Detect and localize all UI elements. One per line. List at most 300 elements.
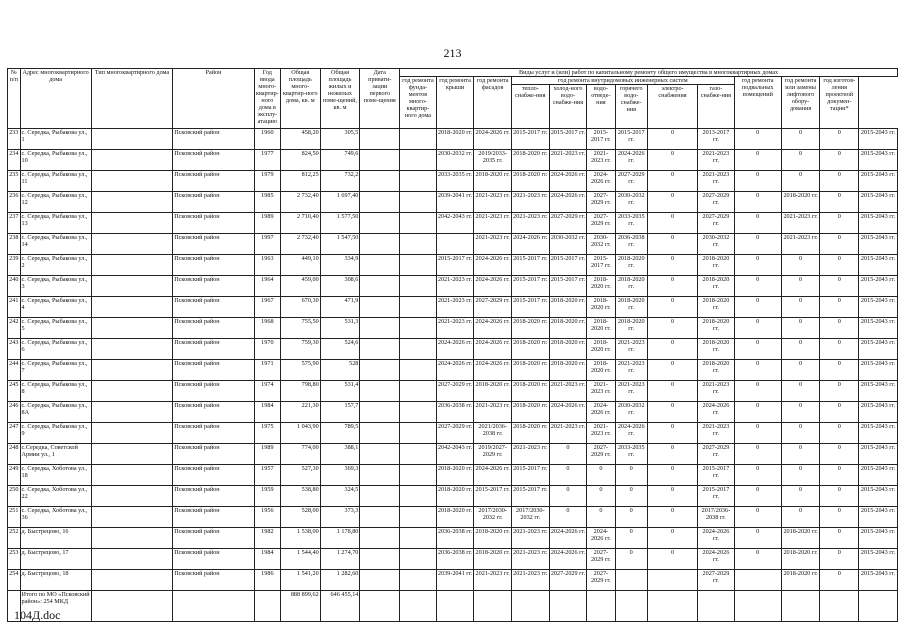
facade-cell: 2015-2017 гг. (512, 129, 550, 150)
page-number: 213 (443, 46, 462, 60)
living-area-cell: 1 577,50 (320, 213, 360, 234)
living-area-cell: 305,5 (320, 129, 360, 150)
sewer-cell: 0 (615, 486, 647, 507)
roof-cell: 2019/2033-2035 гг. (474, 150, 512, 171)
type-cell (91, 339, 173, 360)
sewer-cell: 2021-2023 гг. (615, 339, 647, 360)
total-area-cell: 670,30 (280, 297, 320, 318)
address-cell: с. Середка, Хоботова ул., 18 (20, 465, 91, 486)
address-cell: с. Середка, Рыбакова ул., 9 (20, 423, 91, 444)
address-cell: д. Быстрецово, 17 (20, 549, 91, 570)
district-cell: Псковский район (173, 528, 255, 549)
row-number: 239 (8, 255, 21, 276)
row-number: 254 (8, 570, 21, 591)
cold-water-cell: 2021-2023 гг. (587, 150, 615, 171)
sewer-cell: 0 (615, 507, 647, 528)
address-cell: с. Середка, Рыбакова ул., 6 (20, 339, 91, 360)
roof-cell: 2024-2026 гг. (474, 339, 512, 360)
district-cell: Псковский район (173, 255, 255, 276)
project-cell: 2015-2043 гг. (859, 549, 898, 570)
foundation-cell: 2027-2029 гг. (436, 381, 474, 402)
table-body (8, 129, 898, 591)
hot-water-cell: 0 (647, 528, 697, 549)
cold-water-cell: 0 (587, 507, 615, 528)
table-row (8, 507, 898, 528)
privatization-cell (360, 423, 400, 444)
heat-cell: 2021-2023 гг. (549, 150, 587, 171)
lift-cell: 0 (820, 549, 859, 570)
roof-cell: 2024-2026 гг. (474, 465, 512, 486)
basement-cell: 0 (781, 486, 820, 507)
lift-cell: 0 (820, 360, 859, 381)
gas-cell: 0 (734, 318, 781, 339)
heat-cell: 2024-2026 гг. (549, 402, 587, 423)
facade-cell: 2021-2023 гг. (512, 213, 550, 234)
hot-water-cell: 0 (647, 507, 697, 528)
project-cell: 2015-2043 гг. (859, 297, 898, 318)
hot-water-cell: 0 (647, 402, 697, 423)
cold-water-cell: 0 (587, 465, 615, 486)
sewer-cell: 2015-2017 гг. (615, 129, 647, 150)
electric-cell: 2013-2017 гг. (698, 129, 735, 150)
gas-cell: 0 (734, 234, 781, 255)
privatization-cell (360, 444, 400, 465)
type-cell (91, 360, 173, 381)
privatization-cell (360, 129, 400, 150)
cold-water-cell: 2018-2020 гг. (587, 318, 615, 339)
table-row (8, 150, 898, 171)
hot-water-cell: 0 (647, 234, 697, 255)
foundation-cell: 2039-2041 гг. (436, 192, 474, 213)
row-number: 234 (8, 150, 21, 171)
district-cell: Псковский район (173, 360, 255, 381)
year-cell: 1971 (254, 360, 280, 381)
type-cell (91, 402, 173, 423)
row-number: 240 (8, 276, 21, 297)
privatization-cell (360, 339, 400, 360)
header-facade: год ремонта фасадов (474, 77, 512, 129)
basement-cell: 0 (781, 276, 820, 297)
address-cell: с. Середка, Рыбакова ул., 7 (20, 360, 91, 381)
project-cell: 2015-2043 гг. (859, 234, 898, 255)
facade-cell: 2015-2017 гг. (512, 465, 550, 486)
electric-cell: 2021-2023 гг. (698, 381, 735, 402)
table-row (8, 549, 898, 570)
privatization-cell (360, 486, 400, 507)
total-area-cell: 528,00 (280, 507, 320, 528)
living-area-cell: 732,2 (320, 171, 360, 192)
year-cell: 1989 (254, 444, 280, 465)
address-cell: с. Середка, Хоботова ул., 22 (20, 486, 91, 507)
heat-cell: 0 (549, 465, 587, 486)
heat-cell: 2021-2023 гг. (549, 423, 587, 444)
living-area-cell: 528 (320, 360, 360, 381)
gas-cell: 0 (734, 150, 781, 171)
total-row (8, 591, 898, 622)
basement-cell: 0 (781, 402, 820, 423)
roof-cell: 2021-2023 гг. (474, 570, 512, 591)
foundation-cell: 2015-2017 гг. (436, 255, 474, 276)
lift-cell: 0 (820, 129, 859, 150)
lift-cell: 0 (820, 297, 859, 318)
address-cell: с. Середка, Рыбакова ул., 8А (20, 402, 91, 423)
sewer-cell: 2036-2038 гг. (615, 234, 647, 255)
total-area-cell: 221,30 (280, 402, 320, 423)
type-cell (91, 570, 173, 591)
header-num: № п/п (8, 69, 21, 129)
gas-cell: 0 (734, 297, 781, 318)
privatization-cell (360, 528, 400, 549)
district-cell: Псковский район (173, 507, 255, 528)
foundation-cell: 2018-2020 гг. (436, 465, 474, 486)
hot-water-cell: 0 (647, 297, 697, 318)
foundation-cell: 2021-2023 гг. (436, 276, 474, 297)
privatization-cell (360, 318, 400, 339)
row-number: 252 (8, 528, 21, 549)
table-row (8, 339, 898, 360)
type-cell (91, 171, 173, 192)
privatization-cell (360, 570, 400, 591)
header-engineering: год ремонта внутридомовых инженерных систем (512, 77, 735, 85)
address-cell: с. Середка, Рыбакова ул., 12 (20, 192, 91, 213)
basement-cell: 0 (781, 444, 820, 465)
privatization-cell (360, 465, 400, 486)
lift-cell: 0 (820, 171, 859, 192)
foundation-cell: 2042-2043 гг. (436, 213, 474, 234)
total-area-cell: 2 732,40 (280, 192, 320, 213)
total-area-cell: 774,00 (280, 444, 320, 465)
heat-cell: 2027-2029 гг. (549, 570, 587, 591)
type-cell (91, 318, 173, 339)
lift-cell: 0 (820, 423, 859, 444)
hot-water-cell: 0 (647, 150, 697, 171)
address-cell: с.Середка, Советской Армии ул., 1 (20, 444, 91, 465)
cold-water-cell: 2027-2029 гг. (587, 192, 615, 213)
sewer-cell: 2024-2026 гг. (615, 423, 647, 444)
cold-water-cell: 2024-2026 гг. (587, 528, 615, 549)
district-cell: Псковский район (173, 423, 255, 444)
district-cell: Псковский район (173, 570, 255, 591)
cold-water-cell: 2027-2029 гг. (587, 570, 615, 591)
type-cell (91, 549, 173, 570)
total-area-sum: 888 899,62 (280, 591, 320, 622)
gas-cell: 0 (734, 444, 781, 465)
header-lift: год ремонта или замены лифтового обору-дования (781, 77, 820, 129)
facade-cell: 2015-2017 гг. (512, 486, 550, 507)
row-number: 248 (8, 444, 21, 465)
row-number: 249 (8, 465, 21, 486)
type-cell (91, 276, 173, 297)
basement-cell: 0 (781, 129, 820, 150)
heat-cell: 2024-2026 гг. (549, 528, 587, 549)
heat-cell: 2030-2032 гг. (549, 234, 587, 255)
roof-cell: 2021-2023 гг. (474, 213, 512, 234)
roof-cell: 2018-2020 гг. (474, 381, 512, 402)
heat-cell: 2018-2020 гг. (549, 360, 587, 381)
year-cell: 1964 (254, 276, 280, 297)
lift-cell: 0 (820, 213, 859, 234)
living-area-cell: 157,7 (320, 402, 360, 423)
row-number: 238 (8, 234, 21, 255)
header-foundation: год ремонта фунда-ментов много-квартир-ного дома (400, 77, 437, 129)
electric-cell: 2024-2026 гг. (698, 549, 735, 570)
header-basement: год ремонта подвальных помещений (734, 77, 781, 129)
facade-cell: 2021-2023 гг. (512, 528, 550, 549)
type-cell (91, 465, 173, 486)
heat-cell: 2018-2020 гг. (549, 318, 587, 339)
total-area-cell: 449,10 (280, 255, 320, 276)
total-area-cell: 538,80 (280, 486, 320, 507)
row-number: 246 (8, 402, 21, 423)
facade-cell: 2018-2020 гг. (512, 318, 550, 339)
row-number: 251 (8, 507, 21, 528)
hot-water-cell: 0 (647, 549, 697, 570)
facade-cell: 2018-2020 гг. (512, 402, 550, 423)
table-row (8, 570, 898, 591)
facade-cell: 2018-2020 гг. (512, 150, 550, 171)
cold-water-cell: 2018-2020 гг. (587, 360, 615, 381)
table-row (8, 360, 898, 381)
gas-cell: 0 (734, 255, 781, 276)
document-filename: 104Д.doc (14, 608, 61, 622)
sewer-cell: 2021-2023 гг. (615, 360, 647, 381)
project-cell: 2015-2043 гг. (859, 528, 898, 549)
electric-cell: 2017/2036-2038 гг. (698, 507, 735, 528)
type-cell (91, 192, 173, 213)
year-cell: 1970 (254, 339, 280, 360)
district-cell: Псковский район (173, 171, 255, 192)
cold-water-cell: 2024-2026 гг. (587, 402, 615, 423)
basement-cell: 2018-2020 гг. (781, 570, 820, 591)
header-project: год изготов-ления проектной докумен-тации* (820, 77, 859, 129)
header-privatization: Дата привати-зации первого поме-щения (360, 69, 400, 129)
district-cell: Псковский район (173, 213, 255, 234)
electric-cell: 2024-2026 гг. (698, 528, 735, 549)
hot-water-cell: 0 (647, 339, 697, 360)
electric-cell: 2018-2020 гг. (698, 255, 735, 276)
address-cell: с. Середка, Рыбакова ул., 5 (20, 318, 91, 339)
total-area-cell: 824,50 (280, 150, 320, 171)
privatization-cell (360, 213, 400, 234)
table-row (8, 318, 898, 339)
row-number: 244 (8, 360, 21, 381)
living-area-cell: 531,4 (320, 381, 360, 402)
total-area-cell: 2 732,40 (280, 234, 320, 255)
header-cold-water: холод-ного водо-снабже-ния (549, 85, 587, 129)
facade-cell: 2018-2020 гг. (512, 339, 550, 360)
gas-cell: 0 (734, 549, 781, 570)
gas-cell: 0 (734, 213, 781, 234)
cold-water-cell: 2021-2023 гг. (587, 381, 615, 402)
row-number: 233 (8, 129, 21, 150)
row-number: 236 (8, 192, 21, 213)
cold-water-cell: 0 (587, 486, 615, 507)
foundation-cell: 2027-2029 гг. (436, 423, 474, 444)
gas-cell: 0 (734, 507, 781, 528)
project-cell: 2015-2043 гг. (859, 402, 898, 423)
sewer-cell: 2030-2032 гг. (615, 402, 647, 423)
address-cell: с. Середка, Рыбакова ул., 2 (20, 255, 91, 276)
type-cell (91, 507, 173, 528)
electric-cell: 2018-2020 гг. (698, 297, 735, 318)
project-cell: 2015-2043 гг. (859, 465, 898, 486)
address-cell: с. Середка, Рыбакова ул., 10 (20, 150, 91, 171)
project-cell: 2015-2043 гг. (859, 486, 898, 507)
roof-cell: 2024-2026 гг. (474, 318, 512, 339)
year-cell: 1984 (254, 549, 280, 570)
living-area-cell: 334,9 (320, 255, 360, 276)
lift-cell: 0 (820, 318, 859, 339)
basement-cell: 0 (781, 465, 820, 486)
cold-water-cell: 2027-2029 гг. (587, 213, 615, 234)
cold-water-cell: 2027-2029 гг. (587, 549, 615, 570)
hot-water-cell (647, 570, 697, 591)
lift-cell: 0 (820, 444, 859, 465)
table-row (8, 402, 898, 423)
foundation-cell: 2030-2032 гг. (436, 150, 474, 171)
year-cell: 1957 (254, 465, 280, 486)
header-electric: электро-снабжения (647, 85, 697, 129)
cold-water-cell: 2027-2029 гг. (587, 444, 615, 465)
electric-cell: 2024-2026 гг. (698, 402, 735, 423)
facade-cell: 2018-2020 гг. (512, 360, 550, 381)
table-row (8, 381, 898, 402)
facade-cell: 2018-2020 гг. (512, 171, 550, 192)
cold-water-cell: 2018-2020 гг. (587, 339, 615, 360)
district-cell: Псковский район (173, 234, 255, 255)
electric-cell: 2027-2029 гг. (698, 444, 735, 465)
table-row (8, 213, 898, 234)
roof-cell: 2018-2020 гг. (474, 171, 512, 192)
lift-cell: 0 (820, 528, 859, 549)
row-number: 243 (8, 339, 21, 360)
sewer-cell: 2018-2020 гг. (615, 276, 647, 297)
cold-water-cell: 2015-2017 гг. (587, 255, 615, 276)
row-number: 253 (8, 549, 21, 570)
foundation-cell: 2021-2023 гг. (436, 297, 474, 318)
type-cell (91, 129, 173, 150)
hot-water-cell: 0 (647, 192, 697, 213)
type-cell (91, 423, 173, 444)
heat-cell: 2015-2017 гг. (549, 255, 587, 276)
header-district: Район (173, 69, 255, 129)
type-cell (91, 528, 173, 549)
total-area-cell: 1 538,00 (280, 528, 320, 549)
year-cell: 1989 (254, 213, 280, 234)
row-number: 235 (8, 171, 21, 192)
header-sewer: водо-отведе-ния (587, 85, 615, 129)
roof-cell: 2021/2036-2038 гг. (474, 423, 512, 444)
project-cell: 2015-2043 гг. (859, 318, 898, 339)
gas-cell: 0 (734, 129, 781, 150)
type-cell (91, 297, 173, 318)
electric-cell: 2021-2023 гг. (698, 150, 735, 171)
address-cell: д. Быстрецово, 16 (20, 528, 91, 549)
roof-cell: 2024-2026 гг. (474, 360, 512, 381)
facade-cell: 2021-2023 гг. (512, 192, 550, 213)
living-area-cell: 789,5 (320, 423, 360, 444)
type-cell (91, 444, 173, 465)
roof-cell: 2021-2023 гг. (474, 192, 512, 213)
facade-cell: 2024-2026 гг. (512, 234, 550, 255)
roof-cell: 2024-2026 гг. (474, 276, 512, 297)
foundation-cell: 2018-2020 гг. (436, 486, 474, 507)
row-number: 245 (8, 381, 21, 402)
facade-cell: 2021-2023 гг. (512, 549, 550, 570)
header-hot-water: горячего водо-снабже-ния (615, 85, 647, 129)
type-cell (91, 150, 173, 171)
gas-cell: 0 (734, 423, 781, 444)
living-area-cell: 388,1 (320, 444, 360, 465)
cold-water-cell: 2018-2020 гг. (587, 297, 615, 318)
district-cell: Псковский район (173, 465, 255, 486)
total-area-cell: 2 710,40 (280, 213, 320, 234)
type-cell (91, 381, 173, 402)
district-cell: Псковский район (173, 129, 255, 150)
sewer-cell: 2021-2023 гг. (615, 381, 647, 402)
hot-water-cell: 0 (647, 486, 697, 507)
foundation-cell: 2036-2038 гг. (436, 528, 474, 549)
district-cell: Псковский район (173, 276, 255, 297)
year-cell: 1997 (254, 234, 280, 255)
living-area-cell: 1 178,80 (320, 528, 360, 549)
total-label: Итого по МО «Псковский район»: 254 МКД (20, 591, 91, 622)
district-cell: Псковский район (173, 192, 255, 213)
heat-cell: 2015-2017 гг. (549, 276, 587, 297)
year-cell: 1967 (254, 297, 280, 318)
roof-cell: 2017/2030-2032 гг. (474, 507, 512, 528)
total-area-cell: 575,90 (280, 360, 320, 381)
row-number: 247 (8, 423, 21, 444)
lift-cell: 0 (820, 402, 859, 423)
project-cell: 2015-2043 гг. (859, 570, 898, 591)
year-cell: 1982 (254, 528, 280, 549)
table-row (8, 129, 898, 150)
electric-cell: 2018-2020 гг. (698, 339, 735, 360)
facade-cell: 2015-2017 гг. (512, 276, 550, 297)
gas-cell: 0 (734, 360, 781, 381)
sewer-cell: 2033-2035 гг. (615, 444, 647, 465)
basement-cell: 2018-2020 гг. (781, 549, 820, 570)
header-works: Виды услуг и (или) работ по капитальному ремонту общего имущества в многоквартирных домах (400, 69, 898, 77)
privatization-cell (360, 276, 400, 297)
living-area-cell: 1 547,50 (320, 234, 360, 255)
header-roof: год ремонта крыши (436, 77, 474, 129)
lift-cell: 0 (820, 234, 859, 255)
foundation-cell: 2021-2023 гг. (436, 318, 474, 339)
hot-water-cell: 0 (647, 381, 697, 402)
table-row (8, 192, 898, 213)
header-living-area: Общая площадь жилых и нежилых поме-щений, кв. м (320, 69, 360, 129)
lift-cell: 0 (820, 486, 859, 507)
privatization-cell (360, 297, 400, 318)
living-area-cell: 369,3 (320, 465, 360, 486)
sewer-cell: 2033-2035 гг. (615, 213, 647, 234)
living-area-cell: 524,6 (320, 339, 360, 360)
hot-water-cell: 0 (647, 360, 697, 381)
heat-cell: 2024-2026 гг. (549, 192, 587, 213)
row-number: 241 (8, 297, 21, 318)
roof-cell: 2024-2026 гг. (474, 129, 512, 150)
year-cell: 1985 (254, 192, 280, 213)
foundation-cell: 2018-2020 гг. (436, 129, 474, 150)
facade-cell: 2021-2023 гг. (512, 570, 550, 591)
basement-cell: 0 (781, 360, 820, 381)
heat-cell: 2024-2026 гг. (549, 549, 587, 570)
sewer-cell (615, 570, 647, 591)
electric-cell: 2015-2017 гг. (698, 486, 735, 507)
table-row (8, 171, 898, 192)
